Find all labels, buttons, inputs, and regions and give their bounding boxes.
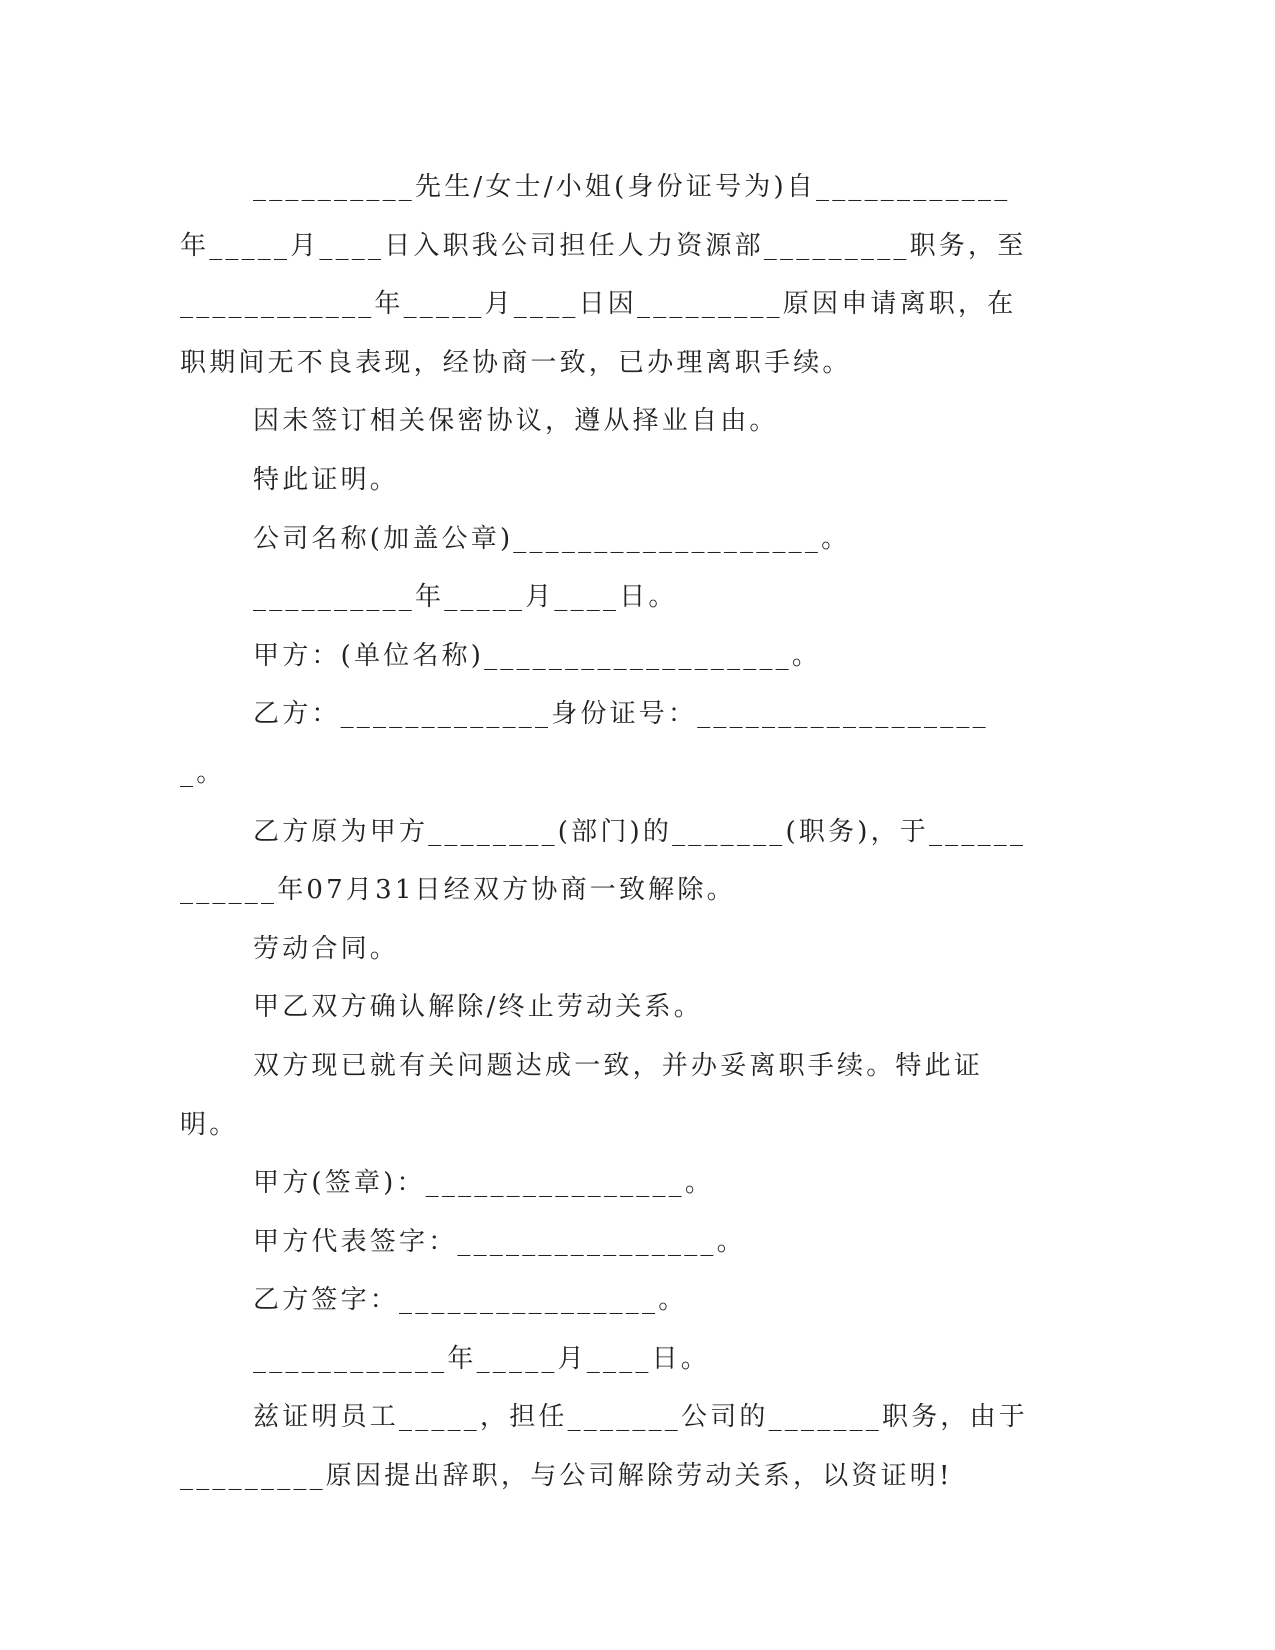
document-body	[180, 158, 1032, 1506]
paragraph-party-a-seal: 甲方(签章)：________________。	[253, 1168, 715, 1199]
paragraph-certify: 特此证明。	[253, 464, 400, 495]
paragraph-date: __________年_____月____日。	[253, 582, 678, 613]
paragraph-employment-record: __________先生/女士/小姐(身份证号为)自____________年_____月____日入职我公司担任人力资源部_________职务，至____________年_____月____日因_________原因申请离职，在职期间无不良表现，经协商一致，已办理离职手续。	[180, 172, 1027, 378]
paragraph-party-a: 甲方：(单位名称)___________________。	[253, 640, 822, 671]
paragraph-resignation-proof: 兹证明员工_____，担任_______公司的_______职务，由于_________原因提出辞职，与公司解除劳动关系，以资证明!	[180, 1402, 1029, 1492]
paragraph-sign-date: ____________年_____月____日。	[253, 1343, 711, 1374]
paragraph-confirm-termination: 甲乙双方确认解除/终止劳动关系。	[253, 992, 703, 1023]
paragraph-party-b-signature: 乙方签字：________________。	[253, 1285, 688, 1316]
paragraph-company-seal: 公司名称(加盖公章)___________________。	[253, 523, 851, 554]
paragraph-confidentiality: 因未签订相关保密协议，遵从择业自由。	[253, 406, 779, 437]
paragraph-agreement: 双方现已就有关问题达成一致，并办妥离职手续。特此证明。	[180, 1050, 984, 1140]
paragraph-party-a-representative: 甲方代表签字：________________。	[253, 1226, 746, 1257]
paragraph-termination: 乙方原为甲方________(部门)的_______(职务)，于____________年07月31日经双方协商一致解除。	[180, 816, 1027, 906]
paragraph-party-b: 乙方：_____________身份证号：___________________。	[180, 699, 989, 788]
paragraph-labor-contract: 劳动合同。	[253, 933, 400, 964]
